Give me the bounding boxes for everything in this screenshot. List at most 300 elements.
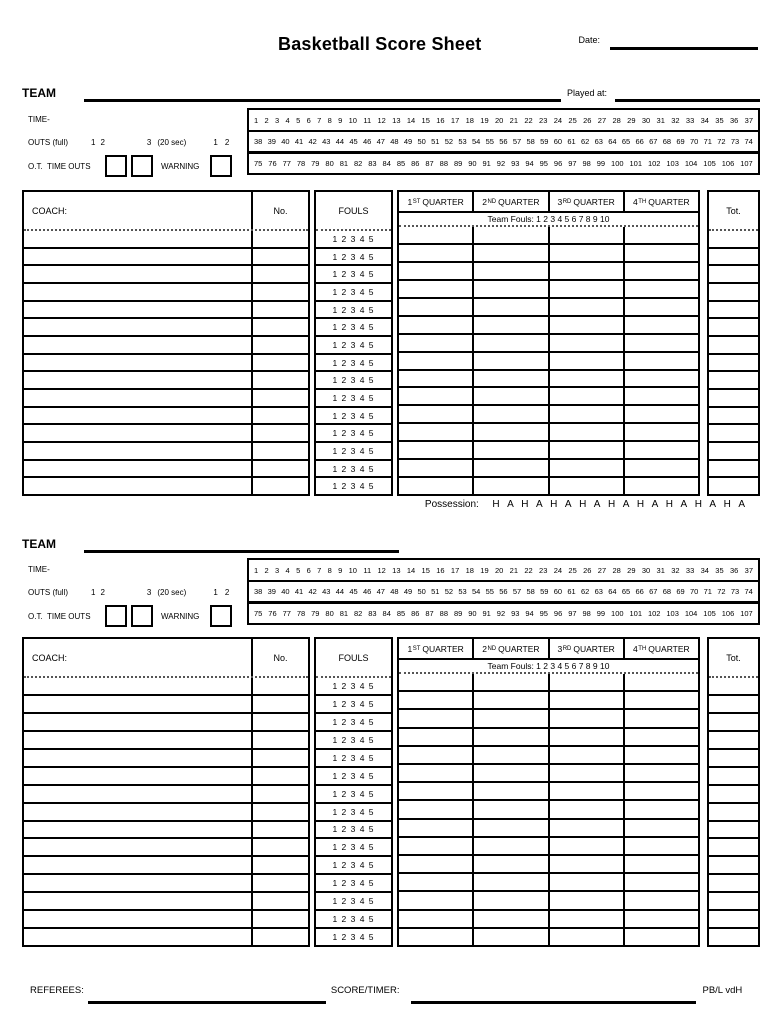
quarter-score-cell[interactable] xyxy=(474,478,549,494)
quarter-score-cell[interactable] xyxy=(625,406,698,422)
scale-number[interactable]: 53 xyxy=(458,137,467,146)
total-cell[interactable] xyxy=(709,893,758,911)
personal-fouls-cell[interactable]: 1 2 3 4 5 xyxy=(316,443,391,461)
player-name-cell[interactable] xyxy=(24,822,251,838)
quarter-score-cell[interactable] xyxy=(625,674,698,690)
scale-number[interactable]: 83 xyxy=(368,158,377,168)
scale-number[interactable]: 74 xyxy=(744,137,753,146)
possession-letter[interactable]: A xyxy=(564,499,572,510)
quarter-score-cell[interactable] xyxy=(625,765,698,781)
quarter-score-cell[interactable] xyxy=(399,692,474,708)
scale-number[interactable]: 82 xyxy=(353,608,363,618)
quarter-score-cell[interactable] xyxy=(550,692,625,708)
player-name-cell[interactable] xyxy=(24,319,251,335)
total-cell[interactable] xyxy=(709,768,758,786)
quarter-score-cell[interactable] xyxy=(474,281,549,297)
player-name-cell[interactable] xyxy=(24,696,251,712)
personal-fouls-cell[interactable]: 1 2 3 4 5 xyxy=(316,266,391,284)
scale-number[interactable]: 21 xyxy=(509,115,518,125)
timeout-checkbox[interactable] xyxy=(131,155,153,177)
quarter-score-cell[interactable] xyxy=(399,820,474,836)
scale-number[interactable]: 54 xyxy=(472,587,481,596)
quarter-score-cell[interactable] xyxy=(625,460,698,476)
possession-letter[interactable]: A xyxy=(709,499,717,510)
quarter-score-cell[interactable] xyxy=(550,442,625,458)
personal-fouls-cell[interactable]: 1 2 3 4 5 xyxy=(316,804,391,822)
team-name-line[interactable] xyxy=(84,99,561,102)
scale-number[interactable]: 76 xyxy=(268,158,277,168)
quarter-score-cell[interactable] xyxy=(625,783,698,799)
scale-number[interactable]: 75 xyxy=(254,158,263,168)
personal-fouls-cell[interactable]: 1 2 3 4 5 xyxy=(316,750,391,768)
scale-number[interactable]: 4 xyxy=(285,115,290,125)
scale-number[interactable]: 3 xyxy=(275,565,280,575)
scale-number[interactable]: 1 xyxy=(254,565,259,575)
personal-fouls-cell[interactable]: 1 2 3 4 5 xyxy=(316,319,391,337)
scale-number[interactable]: 5 xyxy=(296,115,301,125)
scale-number[interactable]: 77 xyxy=(282,158,291,168)
personal-fouls-cell[interactable]: 1 2 3 4 5 xyxy=(316,732,391,750)
quarter-score-cell[interactable] xyxy=(550,406,625,422)
scale-number[interactable]: 22 xyxy=(524,115,533,125)
personal-fouls-cell[interactable]: 1 2 3 4 5 xyxy=(316,893,391,911)
scale-number[interactable]: 35 xyxy=(715,565,724,575)
quarter-score-cell[interactable] xyxy=(625,424,698,440)
scale-number[interactable]: 9 xyxy=(338,115,343,125)
possession-letter[interactable]: H xyxy=(694,499,702,510)
scale-number[interactable]: 72 xyxy=(717,137,726,146)
player-name-cell[interactable] xyxy=(24,750,251,766)
scale-number[interactable]: 78 xyxy=(296,608,306,618)
quarter-score-cell[interactable] xyxy=(550,424,625,440)
player-number-cell[interactable] xyxy=(251,786,308,802)
scale-number[interactable]: 21 xyxy=(509,565,518,575)
scale-number[interactable]: 10 xyxy=(348,565,357,575)
total-cell[interactable] xyxy=(709,678,758,696)
quarter-score-cell[interactable] xyxy=(474,911,549,927)
scale-number[interactable]: 26 xyxy=(583,115,592,125)
personal-fouls-cell[interactable]: 1 2 3 4 5 xyxy=(316,857,391,875)
scale-number[interactable]: 49 xyxy=(403,137,413,146)
player-number-cell[interactable] xyxy=(251,822,308,838)
quarter-score-cell[interactable] xyxy=(474,299,549,315)
scale-number[interactable]: 97 xyxy=(568,158,577,168)
quarter-score-cell[interactable] xyxy=(550,227,625,243)
player-number-cell[interactable] xyxy=(251,425,308,441)
player-name-cell[interactable] xyxy=(24,302,251,318)
scale-number[interactable]: 43 xyxy=(322,587,331,596)
quarter-score-cell[interactable] xyxy=(474,692,549,708)
quarter-score-cell[interactable] xyxy=(625,478,698,494)
score-timer-line[interactable] xyxy=(411,1001,696,1004)
player-name-cell[interactable] xyxy=(24,231,251,247)
player-number-cell[interactable] xyxy=(251,750,308,766)
total-cell[interactable] xyxy=(709,390,758,408)
scale-number[interactable]: 87 xyxy=(425,158,434,168)
player-number-cell[interactable] xyxy=(251,875,308,891)
scale-number[interactable]: 65 xyxy=(621,587,631,596)
scale-number[interactable]: 71 xyxy=(703,137,712,146)
total-cell[interactable] xyxy=(709,786,758,804)
quarter-score-cell[interactable] xyxy=(399,245,474,261)
quarter-score-cell[interactable] xyxy=(474,245,549,261)
player-number-cell[interactable] xyxy=(251,319,308,335)
quarter-score-cell[interactable] xyxy=(474,929,549,945)
quarter-score-cell[interactable] xyxy=(474,424,549,440)
total-cell[interactable] xyxy=(709,750,758,768)
quarter-score-cell[interactable] xyxy=(474,371,549,387)
total-cell[interactable] xyxy=(709,714,758,732)
personal-fouls-cell[interactable]: 1 2 3 4 5 xyxy=(316,302,391,320)
possession-letter[interactable]: H xyxy=(607,499,616,510)
scale-number[interactable]: 23 xyxy=(539,115,548,125)
scale-number[interactable]: 52 xyxy=(444,587,454,596)
scale-number[interactable]: 38 xyxy=(254,137,263,146)
player-number-cell[interactable] xyxy=(251,839,308,855)
possession-letter[interactable]: H xyxy=(550,499,558,510)
scale-number[interactable]: 71 xyxy=(703,587,712,596)
scale-number[interactable]: 69 xyxy=(676,137,685,146)
quarter-score-cell[interactable] xyxy=(625,892,698,908)
total-cell[interactable] xyxy=(709,822,758,840)
team-fouls-label[interactable]: Team Fouls: 1 2 3 4 5 6 7 8 9 10 xyxy=(487,661,610,671)
quarter-score-cell[interactable] xyxy=(625,710,698,726)
scale-number[interactable]: 19 xyxy=(480,115,489,125)
scale-number[interactable]: 51 xyxy=(431,587,440,596)
player-number-cell[interactable] xyxy=(251,355,308,371)
quarter-score-cell[interactable] xyxy=(550,245,625,261)
scale-number[interactable]: 16 xyxy=(436,565,445,575)
scale-number[interactable]: 33 xyxy=(685,565,695,575)
quarter-score-cell[interactable] xyxy=(474,674,549,690)
quarter-score-cell[interactable] xyxy=(399,263,474,279)
scale-number[interactable]: 94 xyxy=(525,158,534,168)
timeout-checkbox[interactable] xyxy=(131,605,153,627)
quarter-score-cell[interactable] xyxy=(399,317,474,333)
quarter-score-cell[interactable] xyxy=(399,335,474,351)
quarter-score-cell[interactable] xyxy=(399,406,474,422)
scale-number[interactable]: 94 xyxy=(525,608,534,618)
scale-number[interactable]: 41 xyxy=(294,137,304,146)
possession-letter[interactable]: A xyxy=(622,499,630,510)
scale-number[interactable]: 85 xyxy=(396,608,406,618)
scale-number[interactable]: 89 xyxy=(453,608,463,618)
personal-fouls-cell[interactable]: 1 2 3 4 5 xyxy=(316,461,391,479)
scale-number[interactable]: 75 xyxy=(254,608,263,618)
scale-number[interactable]: 90 xyxy=(468,608,477,618)
total-cell[interactable] xyxy=(709,355,758,373)
scale-number[interactable]: 24 xyxy=(553,565,563,575)
quarter-score-cell[interactable] xyxy=(550,729,625,745)
personal-fouls-cell[interactable]: 1 2 3 4 5 xyxy=(316,786,391,804)
quarter-score-cell[interactable] xyxy=(625,335,698,351)
personal-fouls-cell[interactable]: 1 2 3 4 5 xyxy=(316,822,391,840)
scale-number[interactable]: 102 xyxy=(647,608,661,618)
scale-number[interactable]: 58 xyxy=(526,587,535,596)
quarter-score-cell[interactable] xyxy=(474,729,549,745)
scale-number[interactable]: 11 xyxy=(363,115,372,125)
scale-number[interactable]: 62 xyxy=(581,587,590,596)
player-number-cell[interactable] xyxy=(251,732,308,748)
scale-number[interactable]: 32 xyxy=(671,115,680,125)
scale-number[interactable]: 9 xyxy=(338,565,343,575)
scale-number[interactable]: 29 xyxy=(627,565,636,575)
team-name-line[interactable] xyxy=(84,550,399,553)
player-number-cell[interactable] xyxy=(251,461,308,477)
quarter-score-cell[interactable] xyxy=(625,929,698,945)
scale-number[interactable]: 68 xyxy=(662,137,672,146)
scale-number[interactable]: 63 xyxy=(594,137,603,146)
scale-number[interactable]: 80 xyxy=(325,158,334,168)
scale-number[interactable]: 67 xyxy=(649,587,658,596)
scale-number[interactable]: 50 xyxy=(417,137,426,146)
possession-letter[interactable]: H xyxy=(723,499,731,510)
player-number-cell[interactable] xyxy=(251,929,308,945)
total-cell[interactable] xyxy=(709,337,758,355)
quarter-score-cell[interactable] xyxy=(474,710,549,726)
scale-number[interactable]: 61 xyxy=(567,587,576,596)
quarter-score-cell[interactable] xyxy=(399,424,474,440)
quarter-score-cell[interactable] xyxy=(399,281,474,297)
quarter-score-cell[interactable] xyxy=(550,674,625,690)
total-cell[interactable] xyxy=(709,319,758,337)
scale-number[interactable]: 18 xyxy=(465,565,474,575)
quarter-score-cell[interactable] xyxy=(474,388,549,404)
scale-number[interactable]: 98 xyxy=(582,608,591,618)
personal-fouls-cell[interactable]: 1 2 3 4 5 xyxy=(316,839,391,857)
scale-number[interactable]: 27 xyxy=(597,565,607,575)
scale-number[interactable]: 60 xyxy=(553,137,563,146)
scale-number[interactable]: 93 xyxy=(511,158,520,168)
player-name-cell[interactable] xyxy=(24,408,251,424)
quarter-score-cell[interactable] xyxy=(399,227,474,243)
quarter-score-cell[interactable] xyxy=(550,765,625,781)
timeout-checkbox[interactable] xyxy=(105,155,127,177)
quarter-score-cell[interactable] xyxy=(550,710,625,726)
player-number-cell[interactable] xyxy=(251,804,308,820)
scale-number[interactable]: 6 xyxy=(306,565,311,575)
scale-number[interactable]: 73 xyxy=(730,137,740,146)
scale-number[interactable]: 65 xyxy=(621,137,631,146)
scale-number[interactable]: 6 xyxy=(306,115,311,125)
quarter-score-cell[interactable] xyxy=(550,856,625,872)
player-number-cell[interactable] xyxy=(251,249,308,265)
scale-number[interactable]: 29 xyxy=(627,115,636,125)
scale-number[interactable]: 46 xyxy=(363,587,372,596)
personal-fouls-cell[interactable]: 1 2 3 4 5 xyxy=(316,390,391,408)
scale-number[interactable]: 25 xyxy=(568,565,577,575)
scale-number[interactable]: 101 xyxy=(629,608,642,618)
player-number-cell[interactable] xyxy=(251,390,308,406)
quarter-score-cell[interactable] xyxy=(474,783,549,799)
quarter-score-cell[interactable] xyxy=(399,892,474,908)
scale-number[interactable]: 48 xyxy=(390,137,399,146)
total-cell[interactable] xyxy=(709,696,758,714)
scale-number[interactable]: 101 xyxy=(629,158,642,168)
scale-number[interactable]: 19 xyxy=(480,565,489,575)
scale-number[interactable]: 107 xyxy=(740,158,753,168)
personal-fouls-cell[interactable]: 1 2 3 4 5 xyxy=(316,231,391,249)
quarter-score-cell[interactable] xyxy=(625,281,698,297)
scale-number[interactable]: 104 xyxy=(684,608,698,618)
player-number-cell[interactable] xyxy=(251,714,308,730)
quarter-score-cell[interactable] xyxy=(399,929,474,945)
quarter-score-cell[interactable] xyxy=(625,729,698,745)
possession-letter[interactable]: A xyxy=(535,499,543,510)
player-number-cell[interactable] xyxy=(251,408,308,424)
scale-number[interactable]: 83 xyxy=(368,608,377,618)
quarter-score-cell[interactable] xyxy=(399,710,474,726)
personal-fouls-cell[interactable]: 1 2 3 4 5 xyxy=(316,696,391,714)
scale-number[interactable]: 66 xyxy=(635,587,644,596)
scale-number[interactable]: 55 xyxy=(485,137,494,146)
possession-letter[interactable]: H xyxy=(579,499,587,510)
scale-number[interactable]: 31 xyxy=(656,115,665,125)
scale-number[interactable]: 17 xyxy=(450,115,460,125)
scale-number[interactable]: 39 xyxy=(267,587,276,596)
scale-number[interactable]: 70 xyxy=(690,137,699,146)
quarter-score-cell[interactable] xyxy=(399,388,474,404)
timeout-checkbox[interactable] xyxy=(105,605,127,627)
scale-number[interactable]: 84 xyxy=(382,158,391,168)
total-cell[interactable] xyxy=(709,284,758,302)
scale-number[interactable]: 30 xyxy=(641,565,651,575)
scale-number[interactable]: 86 xyxy=(411,608,420,618)
scale-number[interactable]: 96 xyxy=(553,608,563,618)
scale-number[interactable]: 56 xyxy=(499,137,508,146)
quarter-score-cell[interactable] xyxy=(399,747,474,763)
quarter-score-cell[interactable] xyxy=(399,460,474,476)
personal-fouls-cell[interactable]: 1 2 3 4 5 xyxy=(316,249,391,267)
player-number-cell[interactable] xyxy=(251,768,308,784)
quarter-score-cell[interactable] xyxy=(399,874,474,890)
quarter-score-cell[interactable] xyxy=(399,478,474,494)
scale-number[interactable]: 99 xyxy=(596,608,606,618)
player-name-cell[interactable] xyxy=(24,372,251,388)
scale-number[interactable]: 47 xyxy=(376,137,385,146)
scale-number[interactable]: 8 xyxy=(327,115,332,125)
scale-number[interactable]: 5 xyxy=(296,565,301,575)
total-cell[interactable] xyxy=(709,478,758,494)
scale-number[interactable]: 92 xyxy=(496,158,506,168)
personal-fouls-cell[interactable]: 1 2 3 4 5 xyxy=(316,425,391,443)
scale-number[interactable]: 60 xyxy=(553,587,563,596)
scale-number[interactable]: 56 xyxy=(499,587,508,596)
scale-number[interactable]: 36 xyxy=(729,565,739,575)
scale-number[interactable]: 47 xyxy=(376,587,385,596)
quarter-score-cell[interactable] xyxy=(625,227,698,243)
player-number-cell[interactable] xyxy=(251,266,308,282)
quarter-score-cell[interactable] xyxy=(399,371,474,387)
player-name-cell[interactable] xyxy=(24,337,251,353)
quarter-score-cell[interactable] xyxy=(550,929,625,945)
scale-number[interactable]: 27 xyxy=(597,115,607,125)
quarter-score-cell[interactable] xyxy=(399,353,474,369)
personal-fouls-cell[interactable]: 1 2 3 4 5 xyxy=(316,678,391,696)
total-cell[interactable] xyxy=(709,857,758,875)
scale-number[interactable]: 55 xyxy=(485,587,494,596)
possession-letter[interactable]: H xyxy=(665,499,674,510)
scale-number[interactable]: 103 xyxy=(666,608,679,618)
scale-number[interactable]: 86 xyxy=(411,158,420,168)
quarter-score-cell[interactable] xyxy=(399,765,474,781)
quarter-score-cell[interactable] xyxy=(399,783,474,799)
total-cell[interactable] xyxy=(709,461,758,479)
scale-number[interactable]: 14 xyxy=(406,565,416,575)
quarter-score-cell[interactable] xyxy=(550,478,625,494)
scale-number[interactable]: 17 xyxy=(450,565,460,575)
player-name-cell[interactable] xyxy=(24,768,251,784)
player-number-cell[interactable] xyxy=(251,372,308,388)
scale-number[interactable]: 18 xyxy=(465,115,474,125)
player-name-cell[interactable] xyxy=(24,929,251,945)
quarter-score-cell[interactable] xyxy=(474,874,549,890)
quarter-score-cell[interactable] xyxy=(550,874,625,890)
total-cell[interactable] xyxy=(709,443,758,461)
scale-number[interactable]: 16 xyxy=(436,115,445,125)
quarter-score-cell[interactable] xyxy=(474,442,549,458)
scale-number[interactable]: 74 xyxy=(744,587,753,596)
total-cell[interactable] xyxy=(709,302,758,320)
quarter-score-cell[interactable] xyxy=(625,820,698,836)
quarter-score-cell[interactable] xyxy=(474,820,549,836)
total-cell[interactable] xyxy=(709,875,758,893)
player-name-cell[interactable] xyxy=(24,875,251,891)
scale-number[interactable]: 13 xyxy=(392,115,401,125)
scale-number[interactable]: 3 xyxy=(275,115,280,125)
player-name-cell[interactable] xyxy=(24,714,251,730)
scale-number[interactable]: 88 xyxy=(439,158,448,168)
quarter-score-cell[interactable] xyxy=(399,838,474,854)
quarter-score-cell[interactable] xyxy=(625,911,698,927)
scale-number[interactable]: 43 xyxy=(322,137,331,146)
date-fill-line[interactable] xyxy=(610,47,758,50)
scale-number[interactable]: 104 xyxy=(684,158,698,168)
quarter-score-cell[interactable] xyxy=(399,674,474,690)
scale-number[interactable]: 26 xyxy=(583,565,592,575)
scale-number[interactable]: 35 xyxy=(715,115,724,125)
scale-number[interactable]: 33 xyxy=(685,115,695,125)
player-name-cell[interactable] xyxy=(24,266,251,282)
quarter-score-cell[interactable] xyxy=(474,317,549,333)
quarter-score-cell[interactable] xyxy=(625,442,698,458)
scale-number[interactable]: 97 xyxy=(568,608,577,618)
possession-letter[interactable]: H xyxy=(636,499,645,510)
total-cell[interactable] xyxy=(709,425,758,443)
possession-letter[interactable]: A xyxy=(651,499,659,510)
scale-number[interactable]: 48 xyxy=(390,587,399,596)
quarter-score-cell[interactable] xyxy=(399,801,474,817)
quarter-score-cell[interactable] xyxy=(625,245,698,261)
player-number-cell[interactable] xyxy=(251,678,308,694)
scale-number[interactable]: 61 xyxy=(567,137,576,146)
scale-number[interactable]: 14 xyxy=(406,115,416,125)
quarter-score-cell[interactable] xyxy=(550,335,625,351)
scale-number[interactable]: 38 xyxy=(254,587,263,596)
scale-number[interactable]: 36 xyxy=(729,115,739,125)
quarter-score-cell[interactable] xyxy=(550,838,625,854)
personal-fouls-cell[interactable]: 1 2 3 4 5 xyxy=(332,932,375,943)
possession-letter[interactable]: H xyxy=(492,499,500,510)
scale-number[interactable]: 90 xyxy=(468,158,477,168)
scale-number[interactable]: 42 xyxy=(308,137,317,146)
player-name-cell[interactable] xyxy=(24,478,251,494)
scale-number[interactable]: 40 xyxy=(281,137,290,146)
scale-number[interactable]: 81 xyxy=(339,158,349,168)
total-cell[interactable] xyxy=(709,732,758,750)
player-number-cell[interactable] xyxy=(251,337,308,353)
scale-number[interactable]: 46 xyxy=(363,137,372,146)
